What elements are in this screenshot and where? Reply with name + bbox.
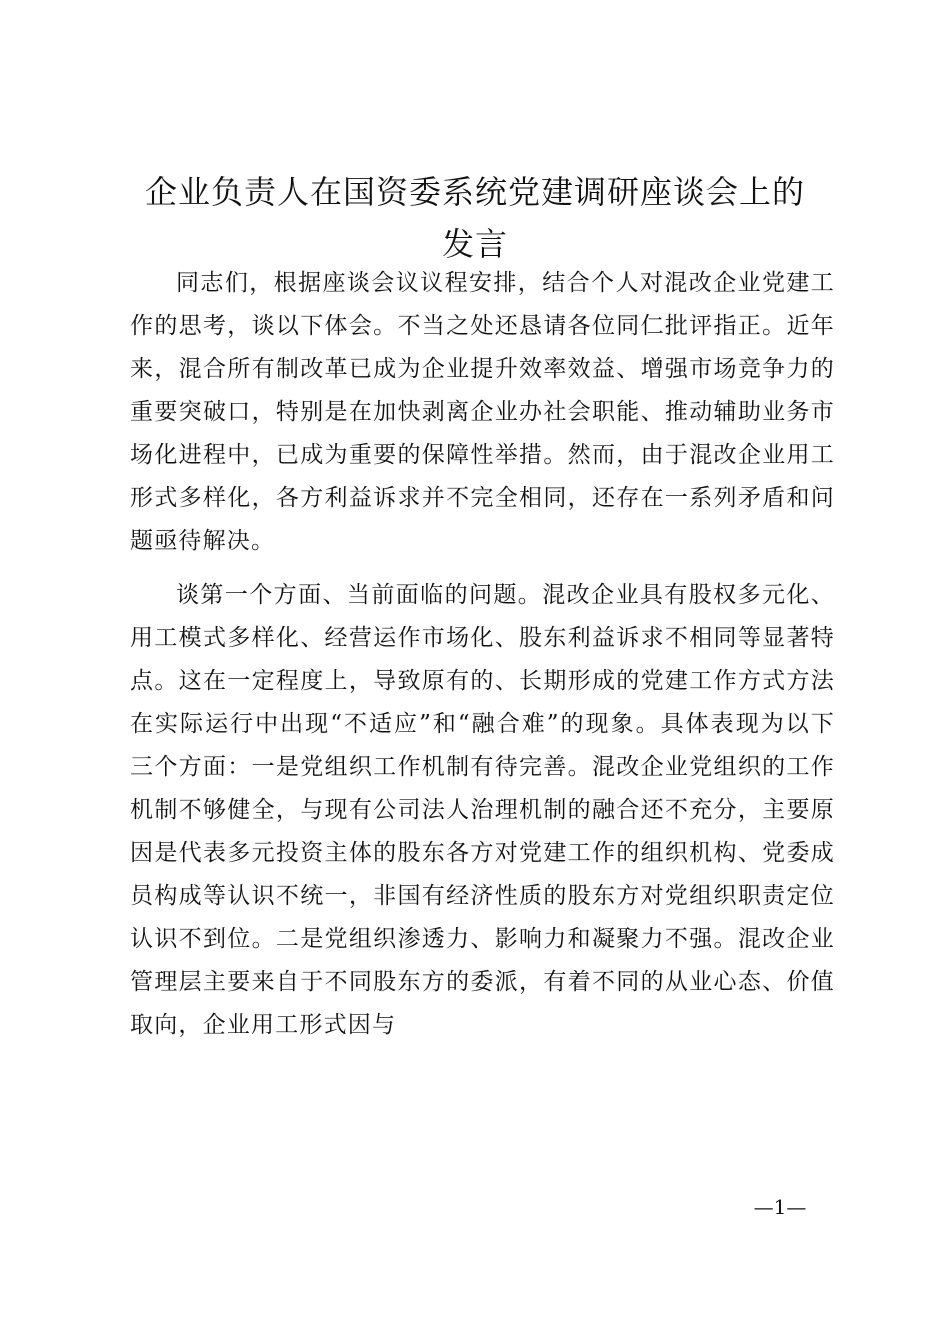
- page-number: —1—: [753, 1195, 807, 1219]
- paragraph-2: 谈第一个方面、当前面临的问题。混改企业具有股权多元化、用工模式多样化、经营运作市场化、股东利益诉求不相同等显著特点。这在一定程度上，导致原有的、长期形成的党建工作方式方法在实际运行中出现“不适应”和“融合难”的现象。具体表现为以下三个方面：一是党组织工作机制有待完善。混改企业党组织的工作机制不够健全，与现有公司法人治理机制的融合还不充分，主要原因是代表多元投资主体的股东各方对党建工作的组织机构、党委成员构成等认识不统一，非国有经济性质的股东方对党组织职责定位认识不到位。二是党组织渗透力、影响力和凝聚力不强。混改企业管理层主要来自于不同股东方的委派，有着不同的从业心态、价值取向，企业用工形式因与: [130, 582, 835, 1038]
- title-line-2: 发言: [441, 225, 508, 263]
- document-body: [130, 262, 835, 1047]
- document-title: [110, 166, 840, 270]
- paragraph-1: 同志们，根据座谈会议议程安排，结合个人对混改企业党建工作的思考，谈以下体会。不当之处还恳请各位同仁批评指正。近年来，混合所有制改革已成为企业提升效率效益、增强市场竞争力的重要突破口，特别是在加快剥离企业办社会职能、推动辅助业务市场化进程中，已成为重要的保障性举措。然而，由于混改企业用工形式多样化，各方利益诉求并不完全相同，还存在一系列矛盾和问题亟待解决。: [130, 270, 835, 554]
- title-line-1: 企业负责人在国资委系统党建调研座谈会上的: [144, 173, 805, 211]
